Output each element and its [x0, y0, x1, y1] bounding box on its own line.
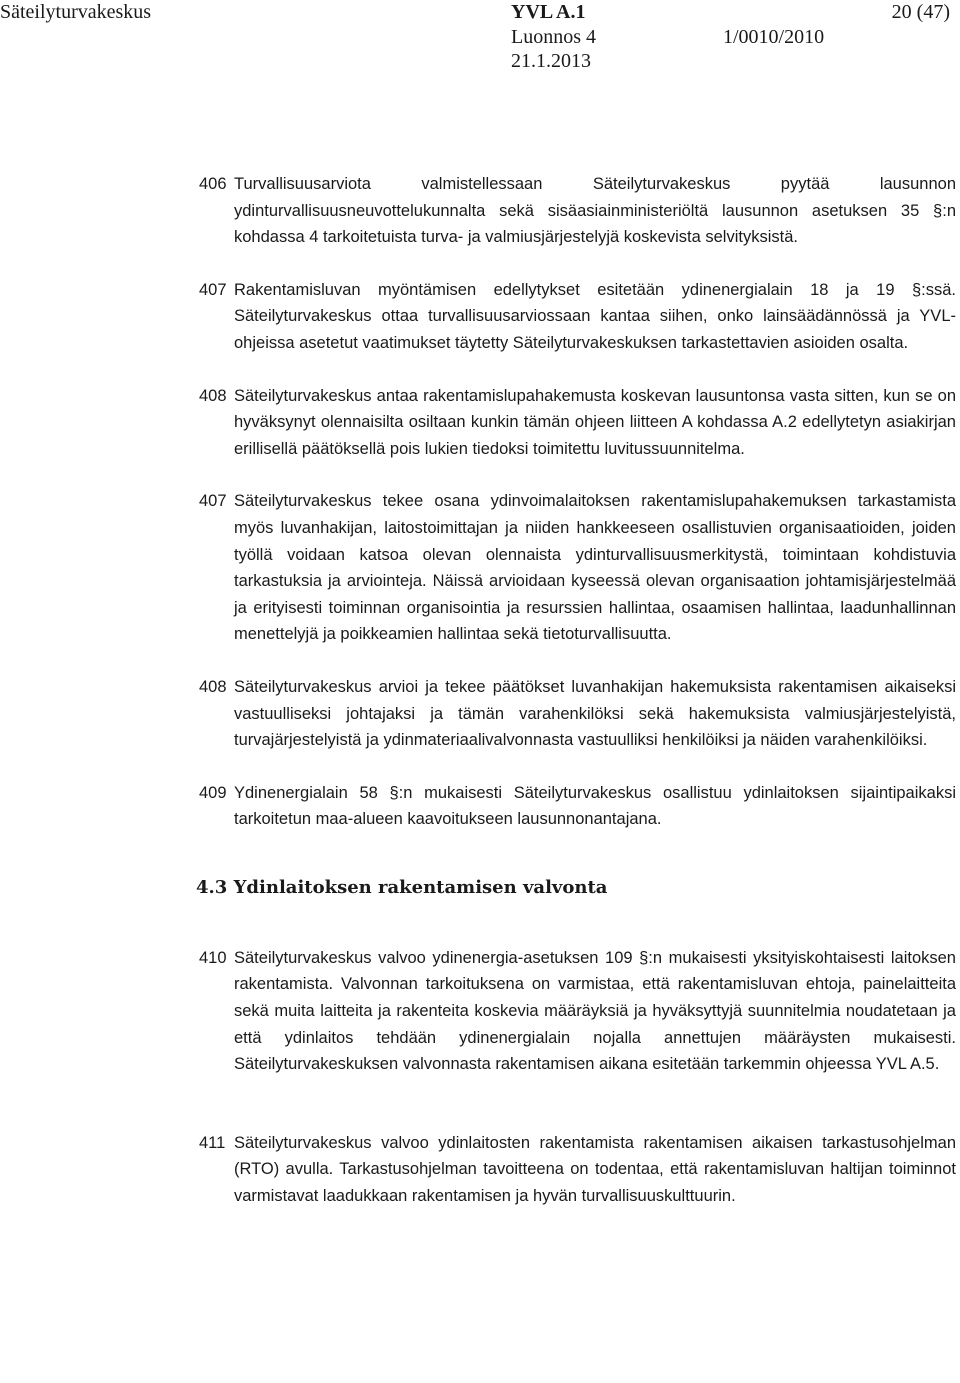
paragraph: [199, 945, 956, 1078]
header-guide-code: YVL A.1: [511, 1, 586, 23]
paragraph-text: Säteilyturvakeskus arvioi ja tekee päätökset luvanhakijan hakemuksista rakentamisen aikaiseksi vastuulliseksi johtajaksi ja tämän varahenkilöksi sekä hakemuksista valmiusjärjestelyistä, turvajärjestelyistä ja ydinmateriaalivalvonnasta vastuulliksi henkilöiksi ja näiden varahenkilöiksi.: [234, 677, 956, 750]
paragraph: [199, 780, 956, 833]
header-page-number: 20 (47): [891, 1, 950, 23]
paragraph-text: Rakentamisluvan myöntämisen edellytykset esitetään ydinenergialain 18 ja 19 §:ssä. Säteilyturvakeskus ottaa turvallisuusarviossaan kantaa siihen, onko lainsäädännössä ja YVL-ohjeissa asetetut vaatimukset täytetty Säteilyturvakeskuksen tarkastettavien asioiden osalta.: [234, 280, 956, 352]
paragraph-number: 411: [199, 1133, 226, 1152]
paragraph-text: Säteilyturvakeskus valvoo ydinlaitosten rakentamista rakentamisen aikaisen tarkastusohjelman (RTO) avulla. Tarkastusohjelman tavoitteena on todentaa, että rakentamisluvan haltijan toiminnot varmistavat laadukkaan rakentamisen ja hyvän turvallisuuskulttuurin.: [234, 1133, 956, 1206]
paragraph-text: Säteilyturvakeskus antaa rakentamislupahakemusta koskevan lausuntonsa vasta sitten, kun se on hyväksynyt olennaisilta osiltaan kunkin tämän ohjeen liitteen A kohdassa A.2 edellytetyn asiakirjan erillisellä päätöksellä pois lukien tiedoksi toimitettu luvitussuunnitelma.: [234, 386, 956, 458]
spacer: [0, 1104, 960, 1130]
paragraph: [199, 277, 956, 357]
paragraph-text: Säteilyturvakeskus valvoo ydinenergia-asetuksen 109 §:n mukaisesti yksityiskohtaisesti laitoksen rakentamista. Valvonnan tarkoituksena on varmistaa, että rakentamisluvan ehtoja, painelaitteita sekä muita laitteita ja rakenteita koskevia määräyksiä ja hyväksyttyjä suunnitelmia noudatetaan ja että ydinlaitos tehdään ydinenergialain nojalla annettujen määräysten mukaisesti. Säteilyturvakeskuksen valvonnasta rakentamisen aikana esitetään tarkemmin ohjeessa YVL A.5.: [234, 948, 956, 1074]
paragraph: [199, 383, 956, 463]
section-heading: 4.3 Ydinlaitoksen rakentamisen valvonta: [196, 876, 608, 898]
header-date: 21.1.2013: [511, 50, 591, 72]
paragraph: [199, 488, 956, 648]
paragraph-number: 406: [199, 175, 227, 193]
document-body: [0, 171, 960, 1236]
paragraph-text: Turvallisuusarviota valmistellessaan Säteilyturvakeskus pyytää lausunnon ydinturvallisuusneuvottelukunnalta sekä sisäasiainministeriöltä lausunnon asetuksen 35 §:n kohdassa 4 tarkoitetuista turva- ja valmiusjärjestelyjä koskevista selvityksistä.: [234, 175, 956, 247]
header-draft-version: Luonnos 4: [511, 26, 596, 48]
paragraph-text: Ydinenergialain 58 §:n mukaisesti Säteilyturvakeskus osallistuu ydinlaitoksen sijaintipaikaksi tarkoitetun maa-alueen kaavoitukseen lausunnonantajana.: [234, 783, 956, 829]
paragraph-number: 407: [199, 492, 227, 511]
paragraph-number: 407: [199, 280, 227, 299]
header-organization: Säteilyturvakeskus: [0, 1, 152, 23]
paragraph-number: 408: [199, 386, 227, 405]
paragraph: [199, 171, 956, 251]
paragraph: [199, 1130, 956, 1210]
paragraph-number: 410: [199, 948, 227, 967]
paragraph-number: 408: [199, 677, 227, 696]
page-header: [0, 0, 960, 80]
paragraph-text: Säteilyturvakeskus tekee osana ydinvoimalaitoksen rakentamislupahakemuksen tarkastamista myös luvanhakijan, laitostoimittajan ja niiden hankkeeseen osallistuvien organisaatioiden, joiden työllä voidaan katsoa olevan olennaista ydinturvallisuusmerkitystä, toimintaan kohdistuvia tarkastuksia ja arviointeja. Näissä arvioidaan kyseessä olevan organisaation johtamisjärjestelmää ja erityisesti toiminnan organisointia ja resurssien hallintaa, osaamisen hallintaa, laadunhallinnan menettelyjä ja poikkeamien hallintaa sekä tietoturvallisuutta.: [234, 492, 956, 644]
paragraph-number: 409: [199, 783, 227, 802]
header-reference-number: 1/0010/2010: [723, 26, 825, 48]
paragraph: [199, 674, 956, 754]
